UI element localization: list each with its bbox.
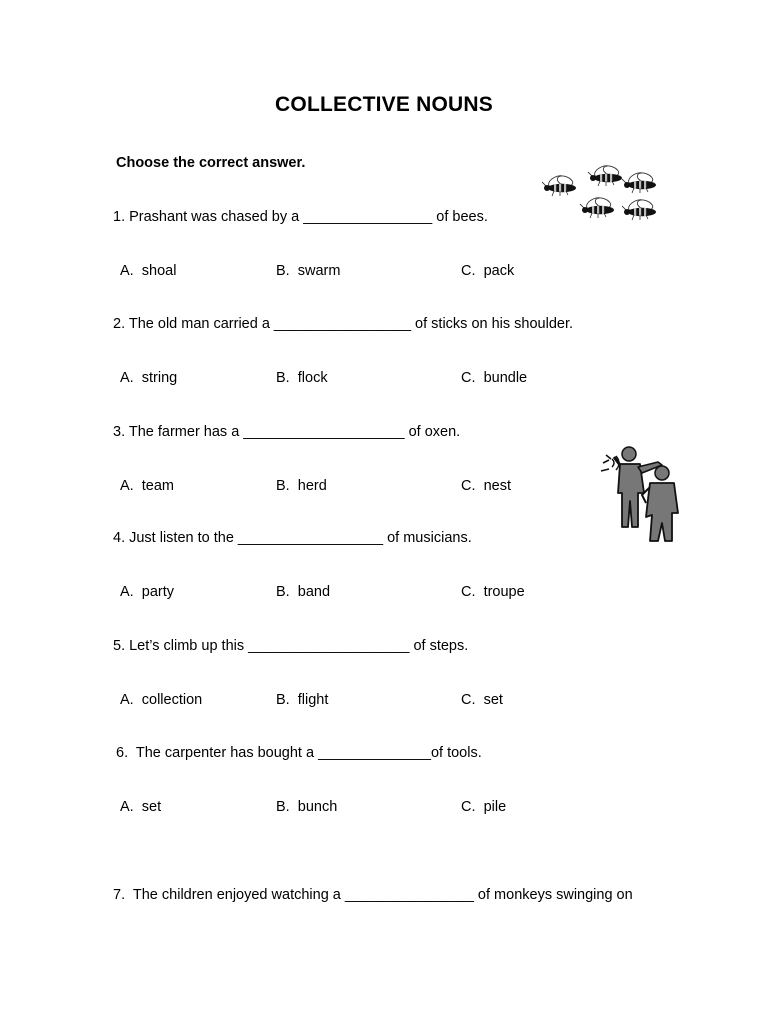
option-c: C. pack: [461, 263, 515, 279]
option-b: B. herd: [276, 478, 327, 494]
option-b: B. swarm: [276, 263, 341, 279]
option-b: B. flight: [276, 692, 329, 708]
option-b: B. flock: [276, 370, 328, 386]
option-c: C. set: [461, 692, 503, 708]
option-b: B. band: [276, 584, 331, 600]
question-2: 2. The old man carried a _________________ of sticks on his shoulder.: [113, 316, 574, 332]
option-a: A. string: [120, 370, 178, 386]
bee-swarm-icon: [540, 158, 664, 224]
worksheet-title: COLLECTIVE NOUNS: [275, 93, 493, 116]
question-4: 4. Just listen to the __________________ of musicians.: [113, 530, 472, 546]
question-7: 7. The children enjoyed watching a ________________ of monkeys swinging on: [113, 887, 633, 903]
instruction-text: Choose the correct answer.: [116, 155, 306, 171]
question-1: 1. Prashant was chased by a ________________ of bees.: [113, 209, 488, 225]
option-a: A. shoal: [120, 263, 177, 279]
option-a: A. collection: [120, 692, 203, 708]
question-3: 3. The farmer has a ____________________ of oxen.: [113, 424, 461, 440]
option-c: C. bundle: [461, 370, 528, 386]
two-men-icon: [598, 443, 686, 547]
option-c: C. pile: [461, 799, 507, 815]
option-a: A. party: [120, 584, 175, 600]
option-c: C. troupe: [461, 584, 525, 600]
option-a: A. set: [120, 799, 162, 815]
question-5: 5. Let’s climb up this ____________________ of steps.: [113, 638, 469, 654]
question-6: 6. The carpenter has bought a ______________of tools.: [116, 745, 482, 761]
option-a: A. team: [120, 478, 175, 494]
option-c: C. nest: [461, 478, 511, 494]
option-b: B. bunch: [276, 799, 338, 815]
